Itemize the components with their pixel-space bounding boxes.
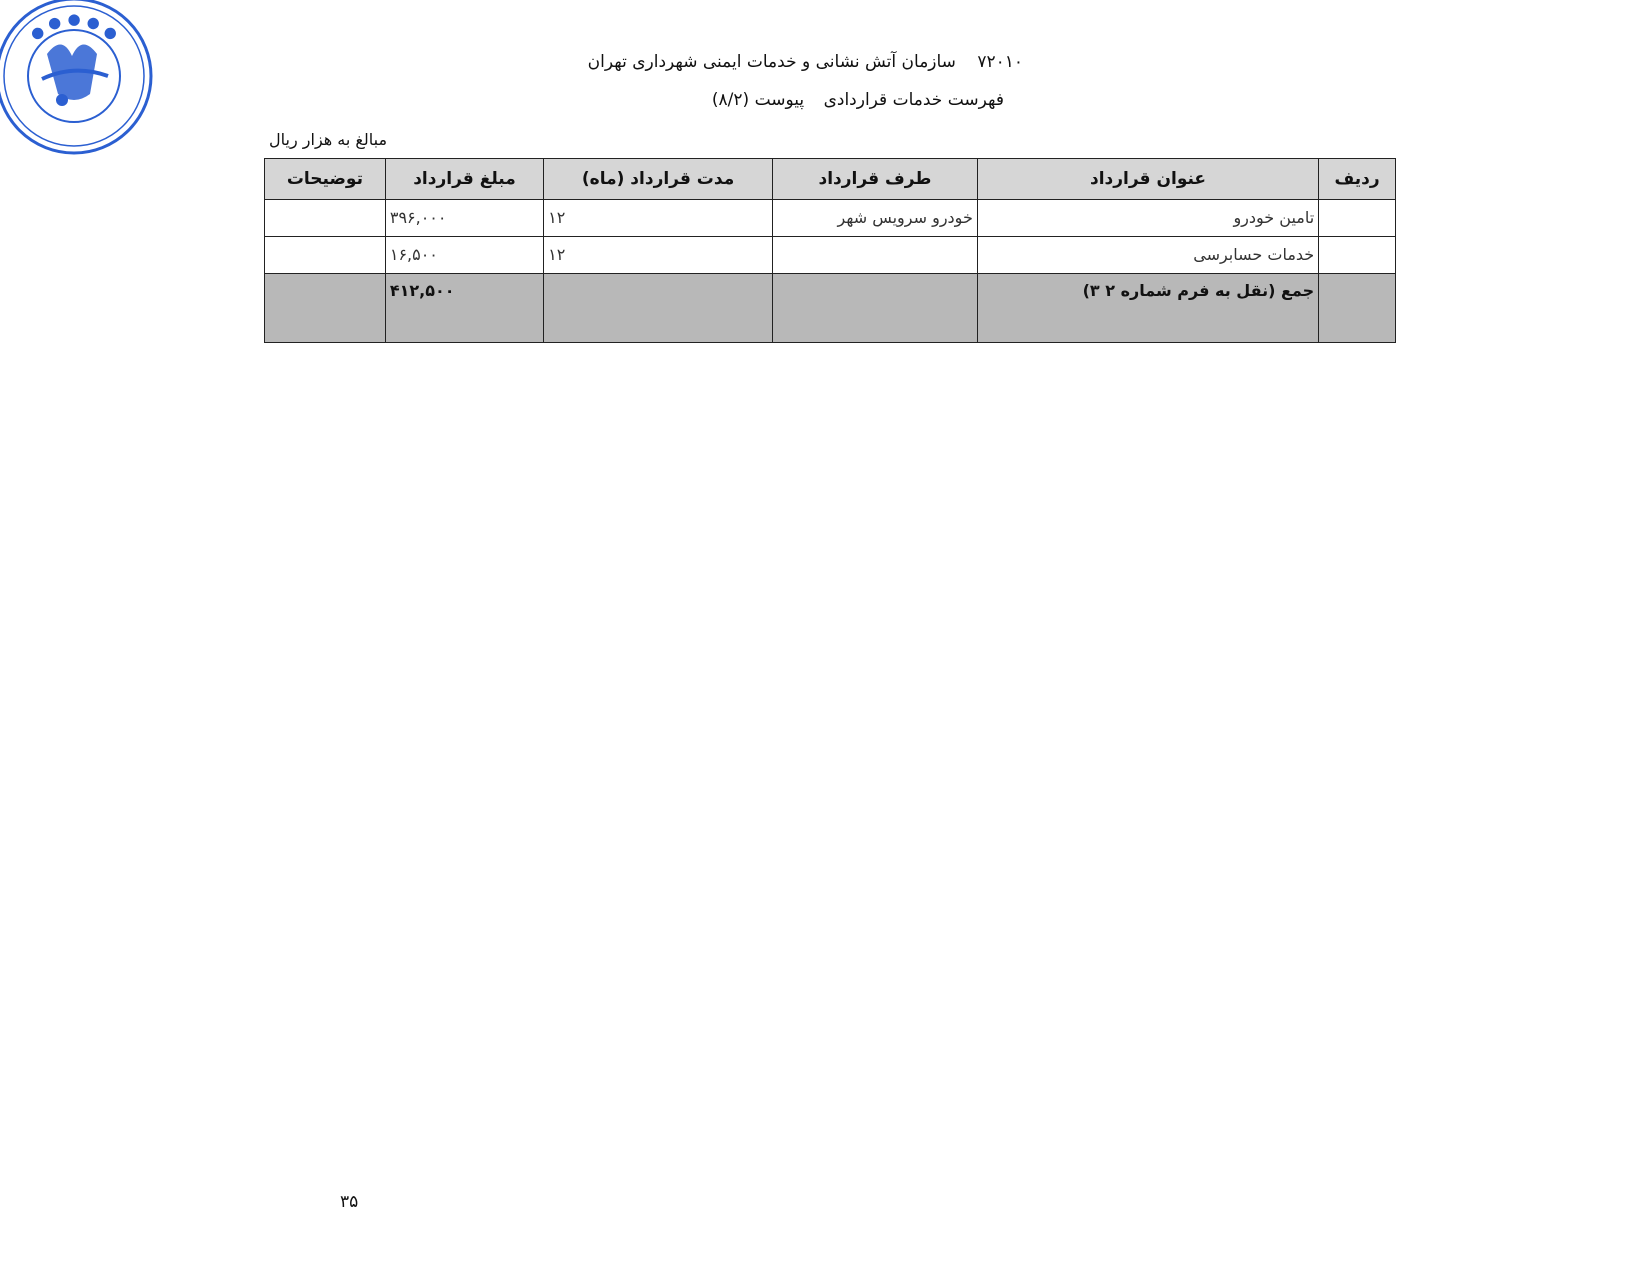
seal-emblem-icon [0, 0, 157, 159]
cell-amount: ۱۶,۵۰۰ [385, 237, 543, 274]
page-subtitle: فهرست خدمات قراردادی [823, 90, 1004, 110]
header-row-number: ردیف [1319, 159, 1396, 200]
cell-contract-title: خدمات حسابرسی [977, 237, 1318, 274]
contract-services-table [264, 158, 1396, 343]
cell-notes [265, 200, 386, 237]
annex-label: پیوست (۸/۲) [711, 90, 805, 110]
municipal-council-seal [0, 0, 157, 159]
cell-amount: ۳۹۶,۰۰۰ [385, 200, 543, 237]
organization-name: سازمان آتش نشانی و خدمات ایمنی شهرداری تهران [587, 52, 956, 72]
budget-code: ۷۲۰۱۰ [977, 52, 1023, 72]
cell-contract-title: تامین خودرو [977, 200, 1318, 237]
total-cell-label: جمع (نقل به فرم شماره ۲ ۳) [977, 274, 1318, 343]
total-cell-amount: ۴۱۲,۵۰۰ [385, 274, 543, 343]
cell-duration: ۱۲ [544, 200, 773, 237]
table-header-row [265, 159, 1396, 200]
cell-row-number [1319, 200, 1396, 237]
header-duration: مدت قرارداد (ماه) [544, 159, 773, 200]
header-amount: مبلغ قرارداد [385, 159, 543, 200]
page-number: ۳۵ [340, 1192, 359, 1212]
svg-text:● ● ● ● ●: ● ● ● ● ● [26, 9, 122, 44]
total-cell-row-number [1319, 274, 1396, 343]
total-cell-contractor [773, 274, 978, 343]
table-row [265, 237, 1396, 274]
cell-contractor [773, 237, 978, 274]
table-total-row [265, 274, 1396, 343]
table-row [265, 200, 1396, 237]
header-title-line [588, 52, 1023, 72]
header-contractor: طرف قرارداد [773, 159, 978, 200]
header-notes: توضیحات [265, 159, 386, 200]
header-contract-title: عنوان قرارداد [977, 159, 1318, 200]
cell-duration: ۱۲ [544, 237, 773, 274]
cell-notes [265, 237, 386, 274]
currency-unit-note: مبالغ به هزار ریال [269, 130, 388, 149]
cell-contractor: خودرو سرویس شهر [773, 200, 978, 237]
cell-row-number [1319, 237, 1396, 274]
total-cell-duration [544, 274, 773, 343]
header-subtitle-line [712, 90, 1004, 110]
total-cell-notes [265, 274, 386, 343]
